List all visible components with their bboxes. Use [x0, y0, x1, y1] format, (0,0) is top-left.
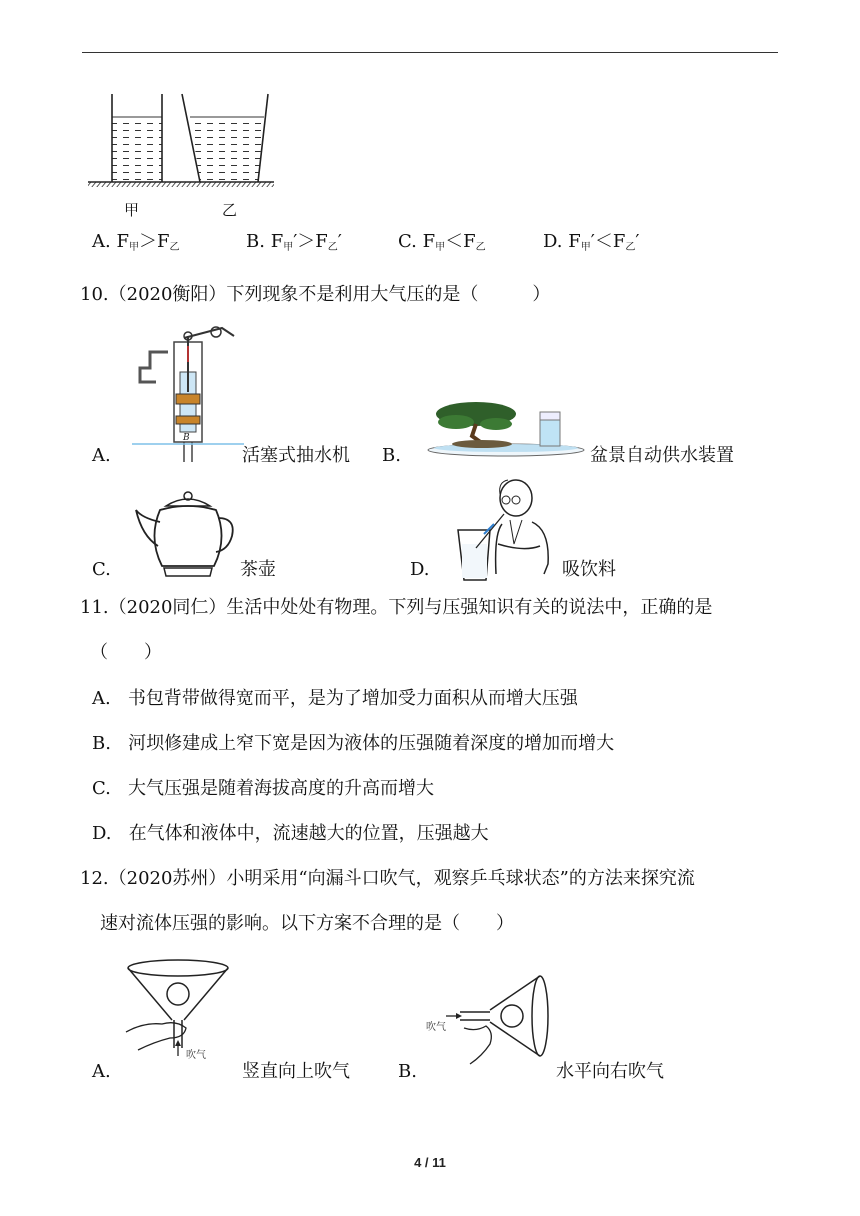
bonsai-water-supply-icon — [426, 398, 586, 460]
q11-option-b[interactable]: B. 河坝修建成上窄下宽是因为液体的压强随着深度的增加而增大 — [92, 733, 615, 754]
q10-option-b-letter[interactable]: B. — [382, 445, 401, 466]
q10-option-a-label: 活塞式抽水机 — [242, 445, 350, 466]
funnel-horizontal-blow-icon — [424, 972, 554, 1068]
q10-option-c-letter[interactable]: C. — [92, 559, 111, 580]
header-rule — [82, 52, 778, 53]
q12-option-a-label: 竖直向上吹气 — [242, 1061, 350, 1082]
page-number: 4 / 11 — [414, 1155, 446, 1170]
svg-text:吹气: 吹气 — [426, 1022, 446, 1033]
q10-option-b-label: 盆景自动供水装置 — [590, 445, 734, 466]
q11-stem-cont: （ ） — [90, 642, 162, 663]
q11-option-d[interactable]: D. 在气体和液体中，流速越大的位置，压强越大 — [92, 823, 489, 844]
q9-option-d[interactable]: D. $F_甲'<F_乙'$ — [543, 231, 640, 253]
funnel-vertical-blow-icon — [124, 958, 230, 1062]
container-label-jia: 甲 — [124, 201, 140, 219]
q10-stem: 10.（2020衡阳）下列现象不是利用大气压的是（ ） — [80, 284, 551, 305]
container-label-yi: 乙 — [222, 201, 238, 219]
q11-option-c[interactable]: C. 大气压强是随着海拔高度的升高而增大 — [92, 778, 435, 799]
q12-option-b-letter[interactable]: B. — [398, 1061, 417, 1082]
q9-containers-figure — [86, 92, 276, 192]
q10-option-d-label: 吸饮料 — [562, 559, 616, 580]
q12-stem-cont: 速对流体压强的影响。以下方案不合理的是（ ） — [100, 913, 514, 934]
q10-option-c-label: 茶壶 — [240, 559, 276, 580]
q12-stem: 12.（2020苏州）小明采用“向漏斗口吹气，观察乒乓球状态”的方法来探究流 — [80, 868, 695, 889]
q11-stem: 11.（2020同仁）生活中处处有物理。下列与压强知识有关的说法中，正确的是 — [80, 597, 713, 618]
q10-option-d-letter[interactable]: D. — [410, 559, 430, 580]
q11-option-a[interactable]: A. 书包背带做得宽而平，是为了增加受力面积从而增大压强 — [92, 688, 578, 709]
q9-option-b[interactable]: B. $F_甲'>F_乙'$ — [246, 231, 342, 253]
svg-text:B: B — [183, 433, 190, 443]
q9-option-c[interactable]: C. $F_甲<F_乙$ — [398, 231, 486, 253]
q9-option-a[interactable]: A. $F_甲>F_乙$ — [92, 231, 180, 253]
q10-option-a-letter[interactable]: A. — [92, 445, 111, 466]
piston-pump-icon — [132, 322, 244, 462]
teapot-icon — [132, 488, 238, 578]
q12-option-a-letter[interactable]: A. — [92, 1061, 111, 1082]
q12-option-b-label: 水平向右吹气 — [556, 1061, 664, 1082]
svg-text:吹气: 吹气 — [186, 1050, 206, 1061]
drinking-straw-icon — [454, 474, 554, 582]
